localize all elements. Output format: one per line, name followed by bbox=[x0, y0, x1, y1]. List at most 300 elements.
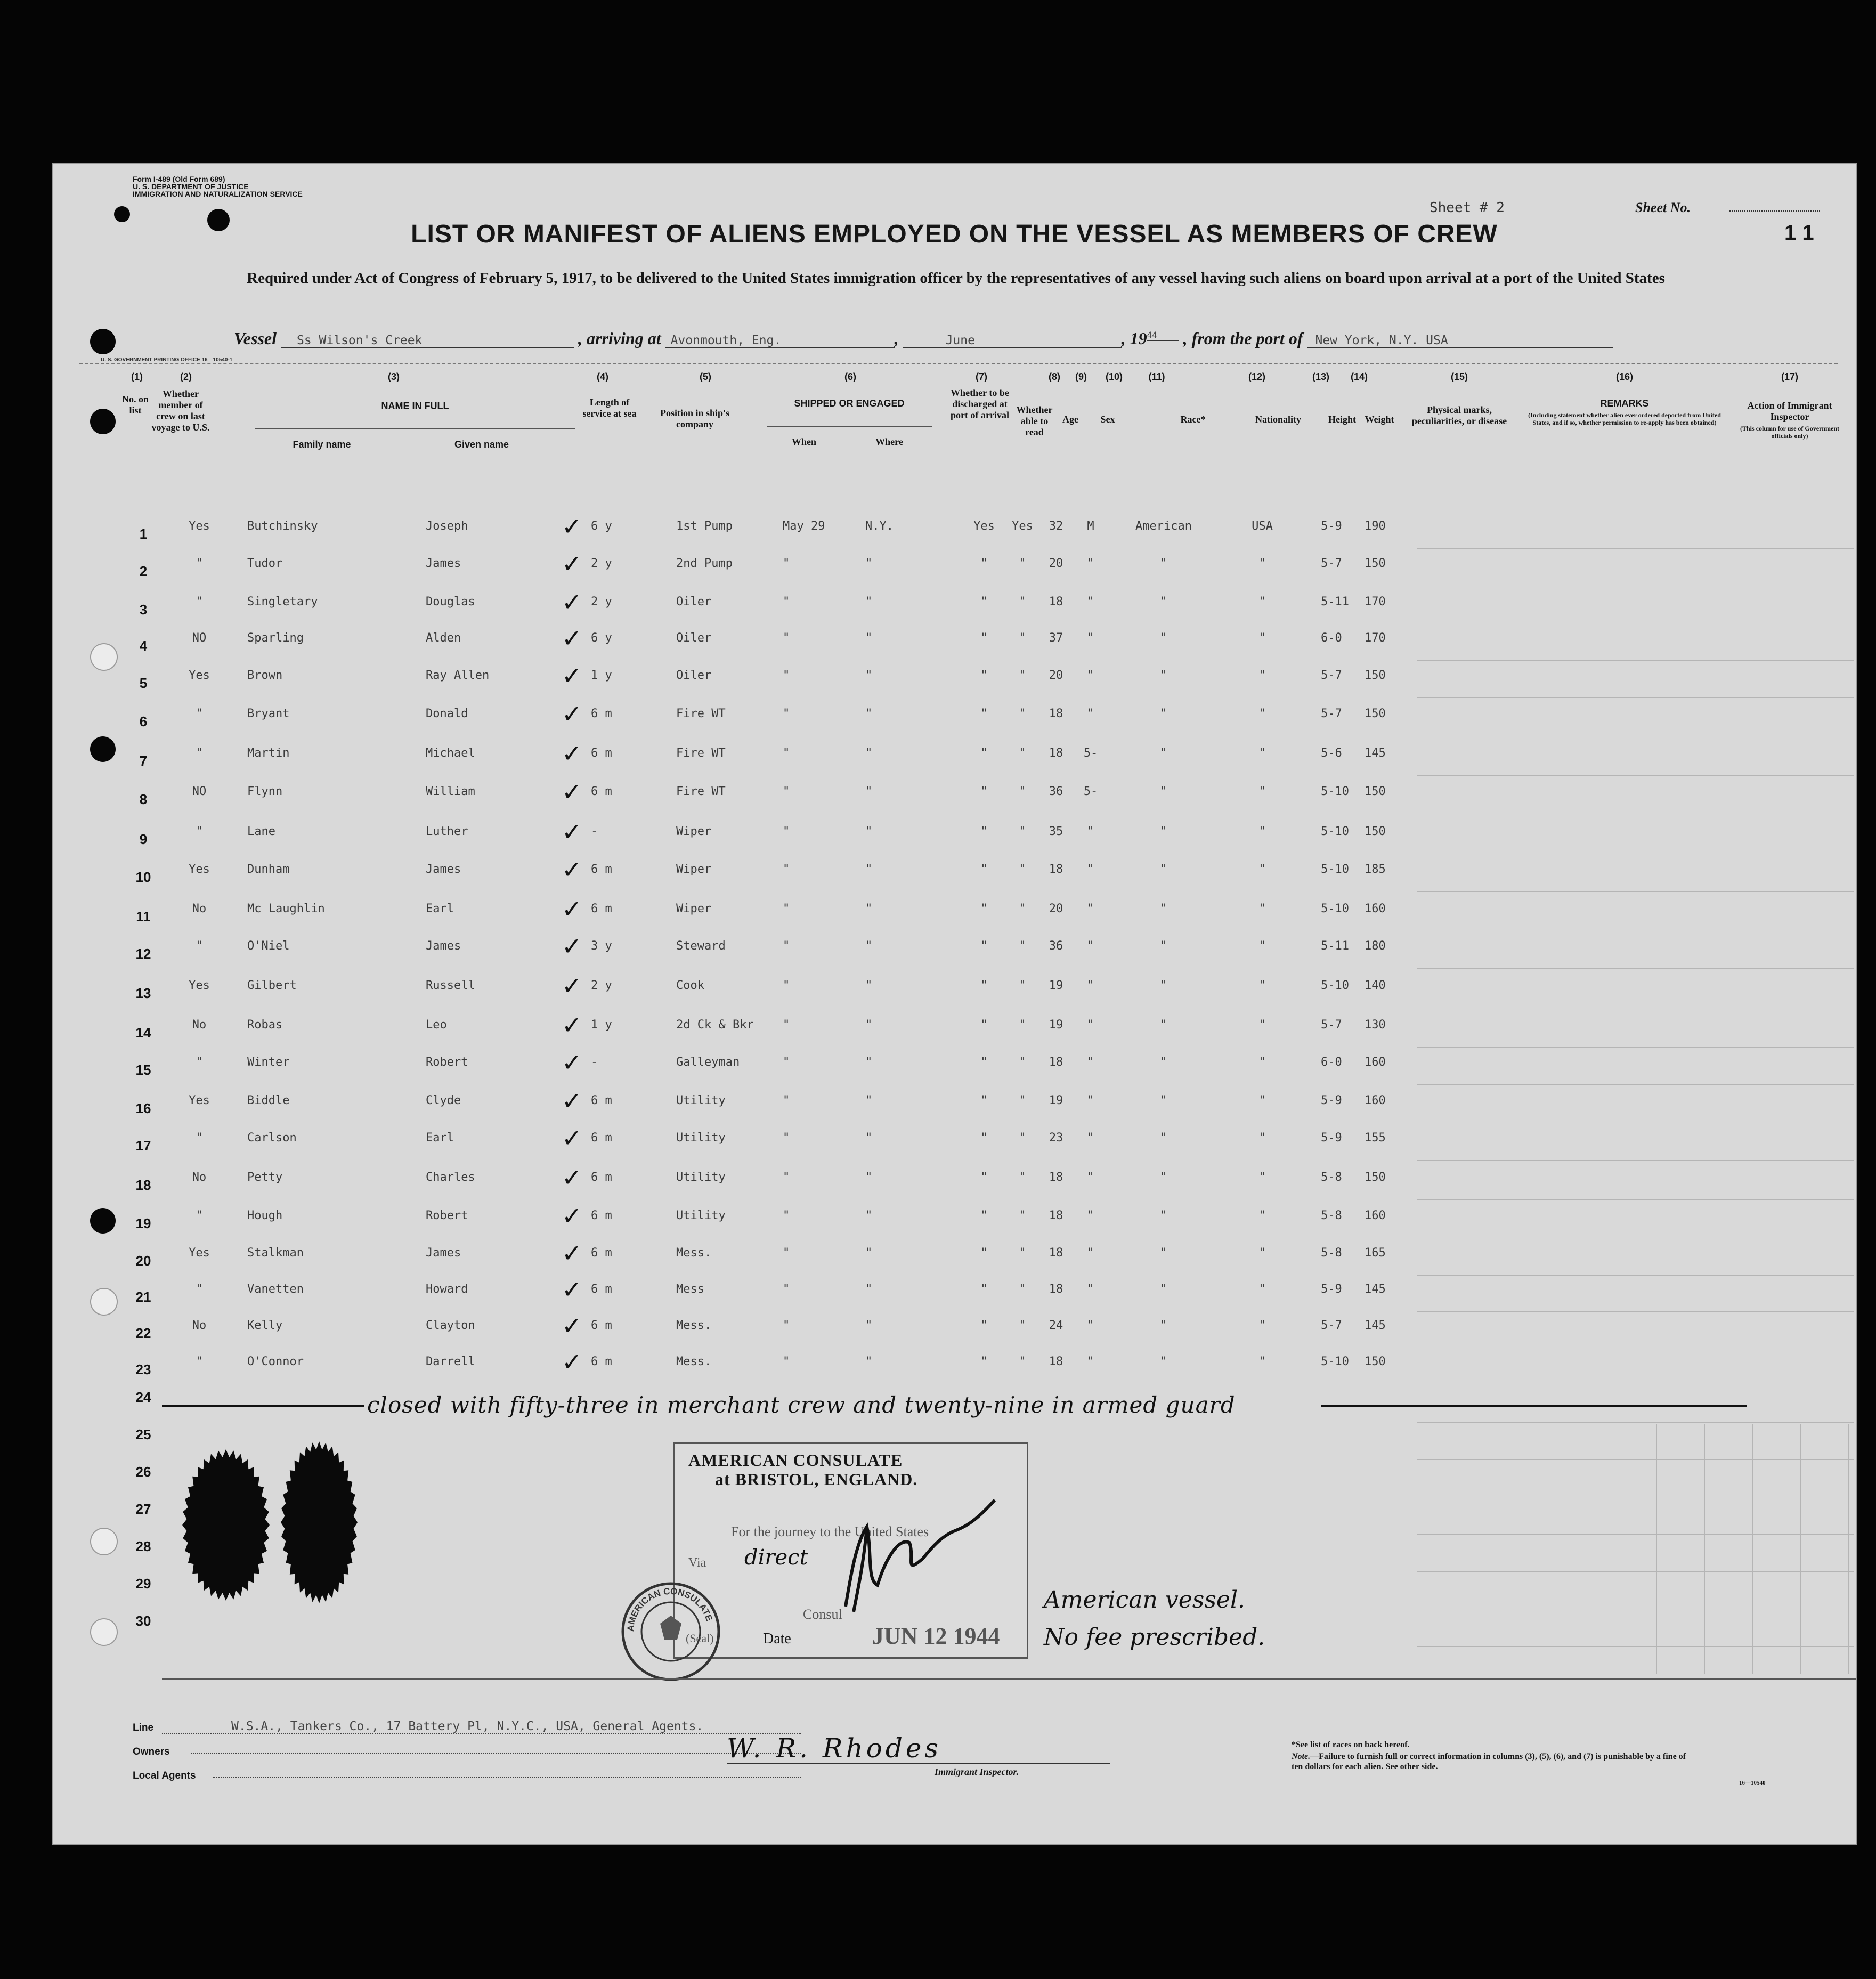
cell-where: " bbox=[865, 825, 873, 838]
cell-sex: " bbox=[1087, 902, 1094, 915]
cell-age: 18 bbox=[1049, 707, 1063, 720]
grid-row-line bbox=[1417, 1571, 1854, 1572]
cell-given: Robert bbox=[426, 1209, 468, 1222]
cell-when: " bbox=[783, 1094, 790, 1107]
service-check-mark: ✓ bbox=[562, 895, 582, 923]
cell-read: " bbox=[1019, 631, 1026, 645]
service-check-mark: ✓ bbox=[562, 739, 582, 768]
cell-service: 6 m bbox=[591, 1209, 612, 1222]
cell-given: James bbox=[426, 863, 461, 876]
cell-sex: " bbox=[1087, 1171, 1094, 1184]
cell-weight: 150 bbox=[1365, 707, 1386, 720]
cell-given: Earl bbox=[426, 902, 454, 915]
cell-height: 5-8 bbox=[1321, 1246, 1342, 1260]
row-number: 19 bbox=[135, 1215, 151, 1231]
cell-sex: " bbox=[1087, 825, 1094, 838]
cell-race: " bbox=[1160, 707, 1167, 720]
cell-given: Ray Allen bbox=[426, 669, 490, 682]
cell-given: Alden bbox=[426, 631, 461, 645]
sheet-number-label: Sheet No. bbox=[1635, 200, 1691, 215]
cell-family: Martin bbox=[247, 747, 290, 760]
form-number: Form I-489 (Old Form 689) bbox=[133, 175, 225, 183]
cell-service: - bbox=[591, 1056, 598, 1069]
punch-hole bbox=[90, 1528, 118, 1555]
cell-where: N.Y. bbox=[865, 520, 894, 533]
row-number: 22 bbox=[135, 1325, 151, 1341]
consulate-stamp bbox=[673, 1442, 1028, 1659]
table-row bbox=[53, 661, 1856, 702]
cell-where: " bbox=[865, 1246, 873, 1260]
cell-read: " bbox=[1019, 785, 1026, 798]
cell-height: 5-9 bbox=[1321, 1094, 1342, 1107]
cell-given: Joseph bbox=[426, 520, 468, 533]
cell-given: William bbox=[426, 785, 475, 798]
closing-rule-right bbox=[1321, 1405, 1747, 1407]
cell-service: 6 m bbox=[591, 1131, 612, 1145]
stamp-via-value: direct bbox=[744, 1545, 808, 1570]
cell-discharged: " bbox=[980, 747, 988, 760]
cell-family: Flynn bbox=[247, 785, 283, 798]
grid-row-line bbox=[1417, 1422, 1854, 1423]
stamp-consulate-title: AMERICAN CONSULATE bbox=[688, 1450, 903, 1470]
note-label: Note. bbox=[1292, 1752, 1311, 1761]
cell-race: " bbox=[1160, 1246, 1167, 1260]
cell-read: " bbox=[1019, 1209, 1026, 1222]
cell-discharged: " bbox=[980, 863, 988, 876]
cell-position: Cook bbox=[676, 979, 704, 992]
cell-read: " bbox=[1019, 863, 1026, 876]
row-number: 5 bbox=[139, 675, 148, 691]
cell-read: " bbox=[1019, 1246, 1026, 1260]
row-number: 21 bbox=[135, 1289, 151, 1305]
cell-discharged: " bbox=[980, 1131, 988, 1145]
cell-where: " bbox=[865, 939, 873, 953]
cell-age: 18 bbox=[1049, 595, 1063, 609]
cell-sex: " bbox=[1087, 1094, 1094, 1107]
cell-sex: " bbox=[1087, 979, 1094, 992]
cell-height: 5-10 bbox=[1321, 902, 1349, 915]
cell-race: " bbox=[1160, 825, 1167, 838]
cell-position: 2d Ck & Bkr bbox=[676, 1018, 754, 1032]
header-weight: Weight bbox=[1365, 414, 1394, 425]
cell-family: Robas bbox=[247, 1018, 283, 1032]
manifest-sheet bbox=[52, 163, 1857, 1845]
cell-family: Brown bbox=[247, 669, 283, 682]
cell-family: Sparling bbox=[247, 631, 304, 645]
inspector-signature-rule bbox=[727, 1763, 1110, 1764]
cell-last: " bbox=[196, 557, 203, 570]
cell-discharged: " bbox=[980, 902, 988, 915]
cell-nationality: " bbox=[1258, 1246, 1266, 1260]
cell-family: O'Niel bbox=[247, 939, 290, 953]
cell-position: Utility bbox=[676, 1131, 726, 1145]
service-check-mark: ✓ bbox=[562, 855, 582, 884]
cell-last: " bbox=[196, 1131, 203, 1145]
cell-read: " bbox=[1019, 669, 1026, 682]
table-row bbox=[53, 1086, 1856, 1127]
cell-height: 5-8 bbox=[1321, 1171, 1342, 1184]
table-row bbox=[53, 1011, 1856, 1051]
cell-weight: 150 bbox=[1365, 557, 1386, 570]
cell-weight: 160 bbox=[1365, 1209, 1386, 1222]
header-family-name: Family name bbox=[293, 439, 351, 450]
cell-last: No bbox=[192, 1018, 207, 1032]
cell-given: Leo bbox=[426, 1018, 447, 1032]
cell-race: " bbox=[1160, 1094, 1167, 1107]
cell-age: 18 bbox=[1049, 1209, 1063, 1222]
table-row bbox=[53, 895, 1856, 935]
cell-nationality: " bbox=[1258, 1319, 1266, 1332]
cell-sex: " bbox=[1087, 863, 1094, 876]
column-number: (15) bbox=[1450, 371, 1468, 382]
row-number: 3 bbox=[139, 602, 148, 618]
cell-when: " bbox=[783, 707, 790, 720]
cell-sex: " bbox=[1087, 669, 1094, 682]
column-number: (8) bbox=[1049, 371, 1060, 382]
from-label: , from the port of bbox=[1183, 329, 1303, 348]
header-sex: Sex bbox=[1100, 414, 1115, 425]
column-number: (16) bbox=[1615, 371, 1633, 382]
row-number: 8 bbox=[139, 791, 148, 807]
cell-service: 6 m bbox=[591, 747, 612, 760]
cell-discharged: Yes bbox=[973, 520, 995, 533]
cell-discharged: " bbox=[980, 1355, 988, 1368]
cell-service: - bbox=[591, 825, 598, 838]
cell-discharged: " bbox=[980, 669, 988, 682]
cell-discharged: " bbox=[980, 1094, 988, 1107]
cell-service: 6 m bbox=[591, 902, 612, 915]
cell-given: Clayton bbox=[426, 1319, 475, 1332]
stamp-consulate-location: at BRISTOL, ENGLAND. bbox=[715, 1470, 918, 1489]
cell-family: Vanetten bbox=[247, 1283, 304, 1296]
cell-given: Michael bbox=[426, 747, 475, 760]
cell-race: " bbox=[1160, 747, 1167, 760]
column-number: (3) bbox=[388, 371, 400, 382]
footer-form-code: 16—10540 bbox=[1739, 1780, 1766, 1786]
cell-discharged: " bbox=[980, 1171, 988, 1184]
cell-age: 20 bbox=[1049, 557, 1063, 570]
cell-position: Mess bbox=[676, 1283, 704, 1296]
cell-nationality: " bbox=[1258, 1131, 1266, 1145]
cell-discharged: " bbox=[980, 1319, 988, 1332]
cell-read: " bbox=[1019, 1283, 1026, 1296]
service-check-mark: ✓ bbox=[562, 1311, 582, 1340]
cell-race: " bbox=[1160, 669, 1167, 682]
cell-discharged: " bbox=[980, 1209, 988, 1222]
cell-where: " bbox=[865, 863, 873, 876]
cell-last: " bbox=[196, 1283, 203, 1296]
table-bottom-rule bbox=[162, 1678, 1856, 1680]
cell-sex: " bbox=[1087, 1246, 1094, 1260]
cell-sex: " bbox=[1087, 557, 1094, 570]
line-value-field bbox=[162, 1720, 801, 1734]
cell-height: 5-10 bbox=[1321, 825, 1349, 838]
table-row bbox=[53, 855, 1856, 896]
closing-rule-left bbox=[162, 1405, 364, 1407]
cell-nationality: " bbox=[1258, 863, 1266, 876]
table-row bbox=[53, 932, 1856, 972]
table-row bbox=[53, 700, 1856, 740]
cell-when: " bbox=[783, 1319, 790, 1332]
table-row bbox=[53, 971, 1856, 1012]
service-check-mark: ✓ bbox=[562, 1239, 582, 1268]
cell-discharged: " bbox=[980, 1283, 988, 1296]
punch-hole bbox=[90, 329, 116, 354]
column-number: (7) bbox=[976, 371, 987, 382]
cell-nationality: USA bbox=[1252, 520, 1273, 533]
cell-when: " bbox=[783, 1018, 790, 1032]
cell-read: " bbox=[1019, 707, 1026, 720]
cell-height: 5-9 bbox=[1321, 1131, 1342, 1145]
cell-when: " bbox=[783, 1355, 790, 1368]
stamp-date-value: JUN 12 1944 bbox=[872, 1623, 1000, 1649]
cell-service: 6 m bbox=[591, 1283, 612, 1296]
cell-where: " bbox=[865, 1209, 873, 1222]
grid-column-line bbox=[1848, 1424, 1849, 1674]
cell-when: " bbox=[783, 631, 790, 645]
column-number: (17) bbox=[1781, 371, 1798, 382]
cell-age: 20 bbox=[1049, 902, 1063, 915]
cell-given: James bbox=[426, 1246, 461, 1260]
cell-discharged: " bbox=[980, 1018, 988, 1032]
cell-position: Fire WT bbox=[676, 707, 726, 720]
row-number: 17 bbox=[135, 1138, 151, 1154]
cell-race: " bbox=[1160, 1131, 1167, 1145]
cell-height: 5-7 bbox=[1321, 707, 1342, 720]
cell-weight: 160 bbox=[1365, 1056, 1386, 1069]
cell-service: 1 y bbox=[591, 1018, 612, 1032]
cell-weight: 155 bbox=[1365, 1131, 1386, 1145]
cell-weight: 145 bbox=[1365, 747, 1386, 760]
cell-sex: 5- bbox=[1083, 785, 1098, 798]
cell-when: " bbox=[783, 825, 790, 838]
cell-race: " bbox=[1160, 1018, 1167, 1032]
cell-where: " bbox=[865, 1131, 873, 1145]
header-remarks-note: (Including statement whether alien ever ordered deported from United States, and if so, whether permission to re-apply has been obtained) bbox=[1528, 411, 1721, 426]
cell-service: 6 m bbox=[591, 863, 612, 876]
cell-when: " bbox=[783, 863, 790, 876]
cell-given: Donald bbox=[426, 707, 468, 720]
cell-position: 1st Pump bbox=[676, 520, 733, 533]
cell-service: 3 y bbox=[591, 939, 612, 953]
cell-when: " bbox=[783, 747, 790, 760]
cell-weight: 150 bbox=[1365, 785, 1386, 798]
cell-given: Douglas bbox=[426, 595, 475, 609]
column-number: (4) bbox=[597, 371, 608, 382]
cell-nationality: " bbox=[1258, 1355, 1266, 1368]
cell-position: Steward bbox=[676, 939, 726, 953]
header-remarks: REMARKS bbox=[1600, 398, 1649, 409]
cell-last: " bbox=[196, 595, 203, 609]
cell-service: 6 y bbox=[591, 631, 612, 645]
cell-nationality: " bbox=[1258, 1283, 1266, 1296]
stamp-via-label: Via bbox=[688, 1556, 706, 1570]
cell-age: 19 bbox=[1049, 979, 1063, 992]
cell-last: Yes bbox=[189, 1246, 210, 1260]
row-number: 29 bbox=[135, 1576, 151, 1592]
cell-service: 6 m bbox=[591, 1094, 612, 1107]
cell-family: Singletary bbox=[247, 595, 318, 609]
cell-nationality: " bbox=[1258, 902, 1266, 915]
cell-family: Stalkman bbox=[247, 1246, 304, 1260]
cell-read: " bbox=[1019, 1355, 1026, 1368]
cell-weight: 145 bbox=[1365, 1283, 1386, 1296]
cell-race: " bbox=[1160, 595, 1167, 609]
row-number: 26 bbox=[135, 1464, 151, 1480]
cell-service: 6 m bbox=[591, 707, 612, 720]
cell-race: " bbox=[1160, 902, 1167, 915]
cell-family: Tudor bbox=[247, 557, 283, 570]
cell-weight: 165 bbox=[1365, 1246, 1386, 1260]
cell-where: " bbox=[865, 669, 873, 682]
table-row bbox=[53, 777, 1856, 818]
cell-where: " bbox=[865, 1319, 873, 1332]
cell-read: " bbox=[1019, 557, 1026, 570]
cell-service: 2 y bbox=[591, 979, 612, 992]
cell-discharged: " bbox=[980, 707, 988, 720]
header-race: Race* bbox=[1180, 414, 1206, 425]
cell-nationality: " bbox=[1258, 1171, 1266, 1184]
table-row bbox=[53, 1311, 1856, 1352]
row-number: 15 bbox=[135, 1062, 151, 1078]
cell-position: Mess. bbox=[676, 1246, 712, 1260]
consul-signature bbox=[835, 1495, 1011, 1617]
cell-service: 6 m bbox=[591, 1319, 612, 1332]
cell-discharged: " bbox=[980, 1246, 988, 1260]
cell-last: " bbox=[196, 939, 203, 953]
service-check-mark: ✓ bbox=[562, 1048, 582, 1077]
cell-last: Yes bbox=[189, 1094, 210, 1107]
cell-position: Utility bbox=[676, 1171, 726, 1184]
page-subtitle: Required under Act of Congress of February 5, 1917, to be delivered to the United States immigration officer by the representatives of any vessel having such aliens on board upon arrival at a port of the United States bbox=[247, 270, 1665, 287]
cell-where: " bbox=[865, 785, 873, 798]
cell-read: " bbox=[1019, 1319, 1026, 1332]
table-row bbox=[53, 549, 1856, 590]
cell-sex: 5- bbox=[1083, 747, 1098, 760]
cell-height: 5-9 bbox=[1321, 520, 1342, 533]
cell-nationality: " bbox=[1258, 1094, 1266, 1107]
table-row bbox=[53, 1048, 1856, 1089]
cell-read: " bbox=[1019, 1171, 1026, 1184]
cell-when: " bbox=[783, 902, 790, 915]
service-check-mark: ✓ bbox=[562, 1086, 582, 1115]
cell-read: " bbox=[1019, 825, 1026, 838]
cell-nationality: " bbox=[1258, 1018, 1266, 1032]
cell-age: 18 bbox=[1049, 1056, 1063, 1069]
cell-sex: " bbox=[1087, 595, 1094, 609]
table-row bbox=[53, 1239, 1856, 1279]
cell-race: " bbox=[1160, 557, 1167, 570]
service-check-mark: ✓ bbox=[562, 549, 582, 578]
service-check-mark: ✓ bbox=[562, 588, 582, 617]
cell-when: " bbox=[783, 1246, 790, 1260]
cell-sex: " bbox=[1087, 1319, 1094, 1332]
row-number: 12 bbox=[135, 946, 151, 962]
cell-race: " bbox=[1160, 939, 1167, 953]
cell-last: " bbox=[196, 1209, 203, 1222]
cell-read: " bbox=[1019, 1018, 1026, 1032]
cell-race: " bbox=[1160, 1171, 1167, 1184]
grid-row-line bbox=[1417, 1459, 1854, 1460]
departure-port: New York, N.Y. USA bbox=[1307, 334, 1613, 348]
name-header-rule bbox=[255, 428, 575, 429]
cell-where: " bbox=[865, 1018, 873, 1032]
cell-when: " bbox=[783, 1171, 790, 1184]
cell-last: Yes bbox=[189, 520, 210, 533]
header-where: Where bbox=[875, 436, 903, 447]
cell-weight: 180 bbox=[1365, 939, 1386, 953]
cell-where: " bbox=[865, 557, 873, 570]
cell-family: Winter bbox=[247, 1056, 290, 1069]
cell-height: 5-9 bbox=[1321, 1283, 1342, 1296]
table-row bbox=[53, 1163, 1856, 1204]
header-able-to-read: Whether able to read bbox=[1016, 404, 1053, 437]
cell-discharged: " bbox=[980, 979, 988, 992]
cell-nationality: " bbox=[1258, 979, 1266, 992]
cell-position: 2nd Pump bbox=[676, 557, 733, 570]
service-name: IMMIGRATION AND NATURALIZATION SERVICE bbox=[133, 190, 303, 198]
cell-height: 6-0 bbox=[1321, 631, 1342, 645]
cell-given: Howard bbox=[426, 1283, 468, 1296]
cell-where: " bbox=[865, 979, 873, 992]
cell-read: " bbox=[1019, 595, 1026, 609]
cell-position: Fire WT bbox=[676, 785, 726, 798]
cell-age: 36 bbox=[1049, 939, 1063, 953]
row-number: 23 bbox=[135, 1361, 151, 1377]
service-check-mark: ✓ bbox=[562, 1011, 582, 1040]
row-number: 9 bbox=[139, 831, 148, 847]
cell-given: Luther bbox=[426, 825, 468, 838]
cell-position: Oiler bbox=[676, 669, 712, 682]
cell-race: " bbox=[1160, 1283, 1167, 1296]
cell-weight: 150 bbox=[1365, 825, 1386, 838]
cell-when: " bbox=[783, 785, 790, 798]
cell-weight: 190 bbox=[1365, 520, 1386, 533]
cell-nationality: " bbox=[1258, 707, 1266, 720]
cell-last: No bbox=[192, 902, 207, 915]
cell-read: " bbox=[1019, 747, 1026, 760]
cell-given: James bbox=[426, 557, 461, 570]
cell-when: " bbox=[783, 669, 790, 682]
column-number: (11) bbox=[1148, 371, 1165, 382]
cell-height: 5-6 bbox=[1321, 747, 1342, 760]
printing-office-line: U. S. GOVERNMENT PRINTING OFFICE 16—10540-1 bbox=[101, 357, 233, 363]
cell-read: " bbox=[1019, 902, 1026, 915]
header-given-name: Given name bbox=[454, 439, 509, 450]
shipped-header-rule bbox=[767, 426, 932, 427]
cell-weight: 150 bbox=[1365, 1355, 1386, 1368]
cell-family: Lane bbox=[247, 825, 275, 838]
header-action-note: (This column for use of Government officials only) bbox=[1740, 425, 1840, 440]
stamp-consul-label: Consul bbox=[803, 1607, 842, 1622]
cell-when: " bbox=[783, 1131, 790, 1145]
service-check-mark: ✓ bbox=[562, 817, 582, 846]
cell-last: Yes bbox=[189, 669, 210, 682]
cell-sex: " bbox=[1087, 707, 1094, 720]
table-row bbox=[53, 817, 1856, 858]
cell-weight: 170 bbox=[1365, 595, 1386, 609]
row-number: 25 bbox=[135, 1426, 151, 1442]
owners-label: Owners bbox=[133, 1746, 170, 1757]
cell-nationality: " bbox=[1258, 939, 1266, 953]
cell-discharged: " bbox=[980, 785, 988, 798]
cell-position: Fire WT bbox=[676, 747, 726, 760]
form-identifier bbox=[133, 175, 303, 198]
cell-race: " bbox=[1160, 631, 1167, 645]
cell-last: No bbox=[192, 1319, 207, 1332]
table-row bbox=[53, 739, 1856, 780]
header-last-voyage: Whether member of crew on last voyage to U.S. bbox=[151, 388, 210, 433]
